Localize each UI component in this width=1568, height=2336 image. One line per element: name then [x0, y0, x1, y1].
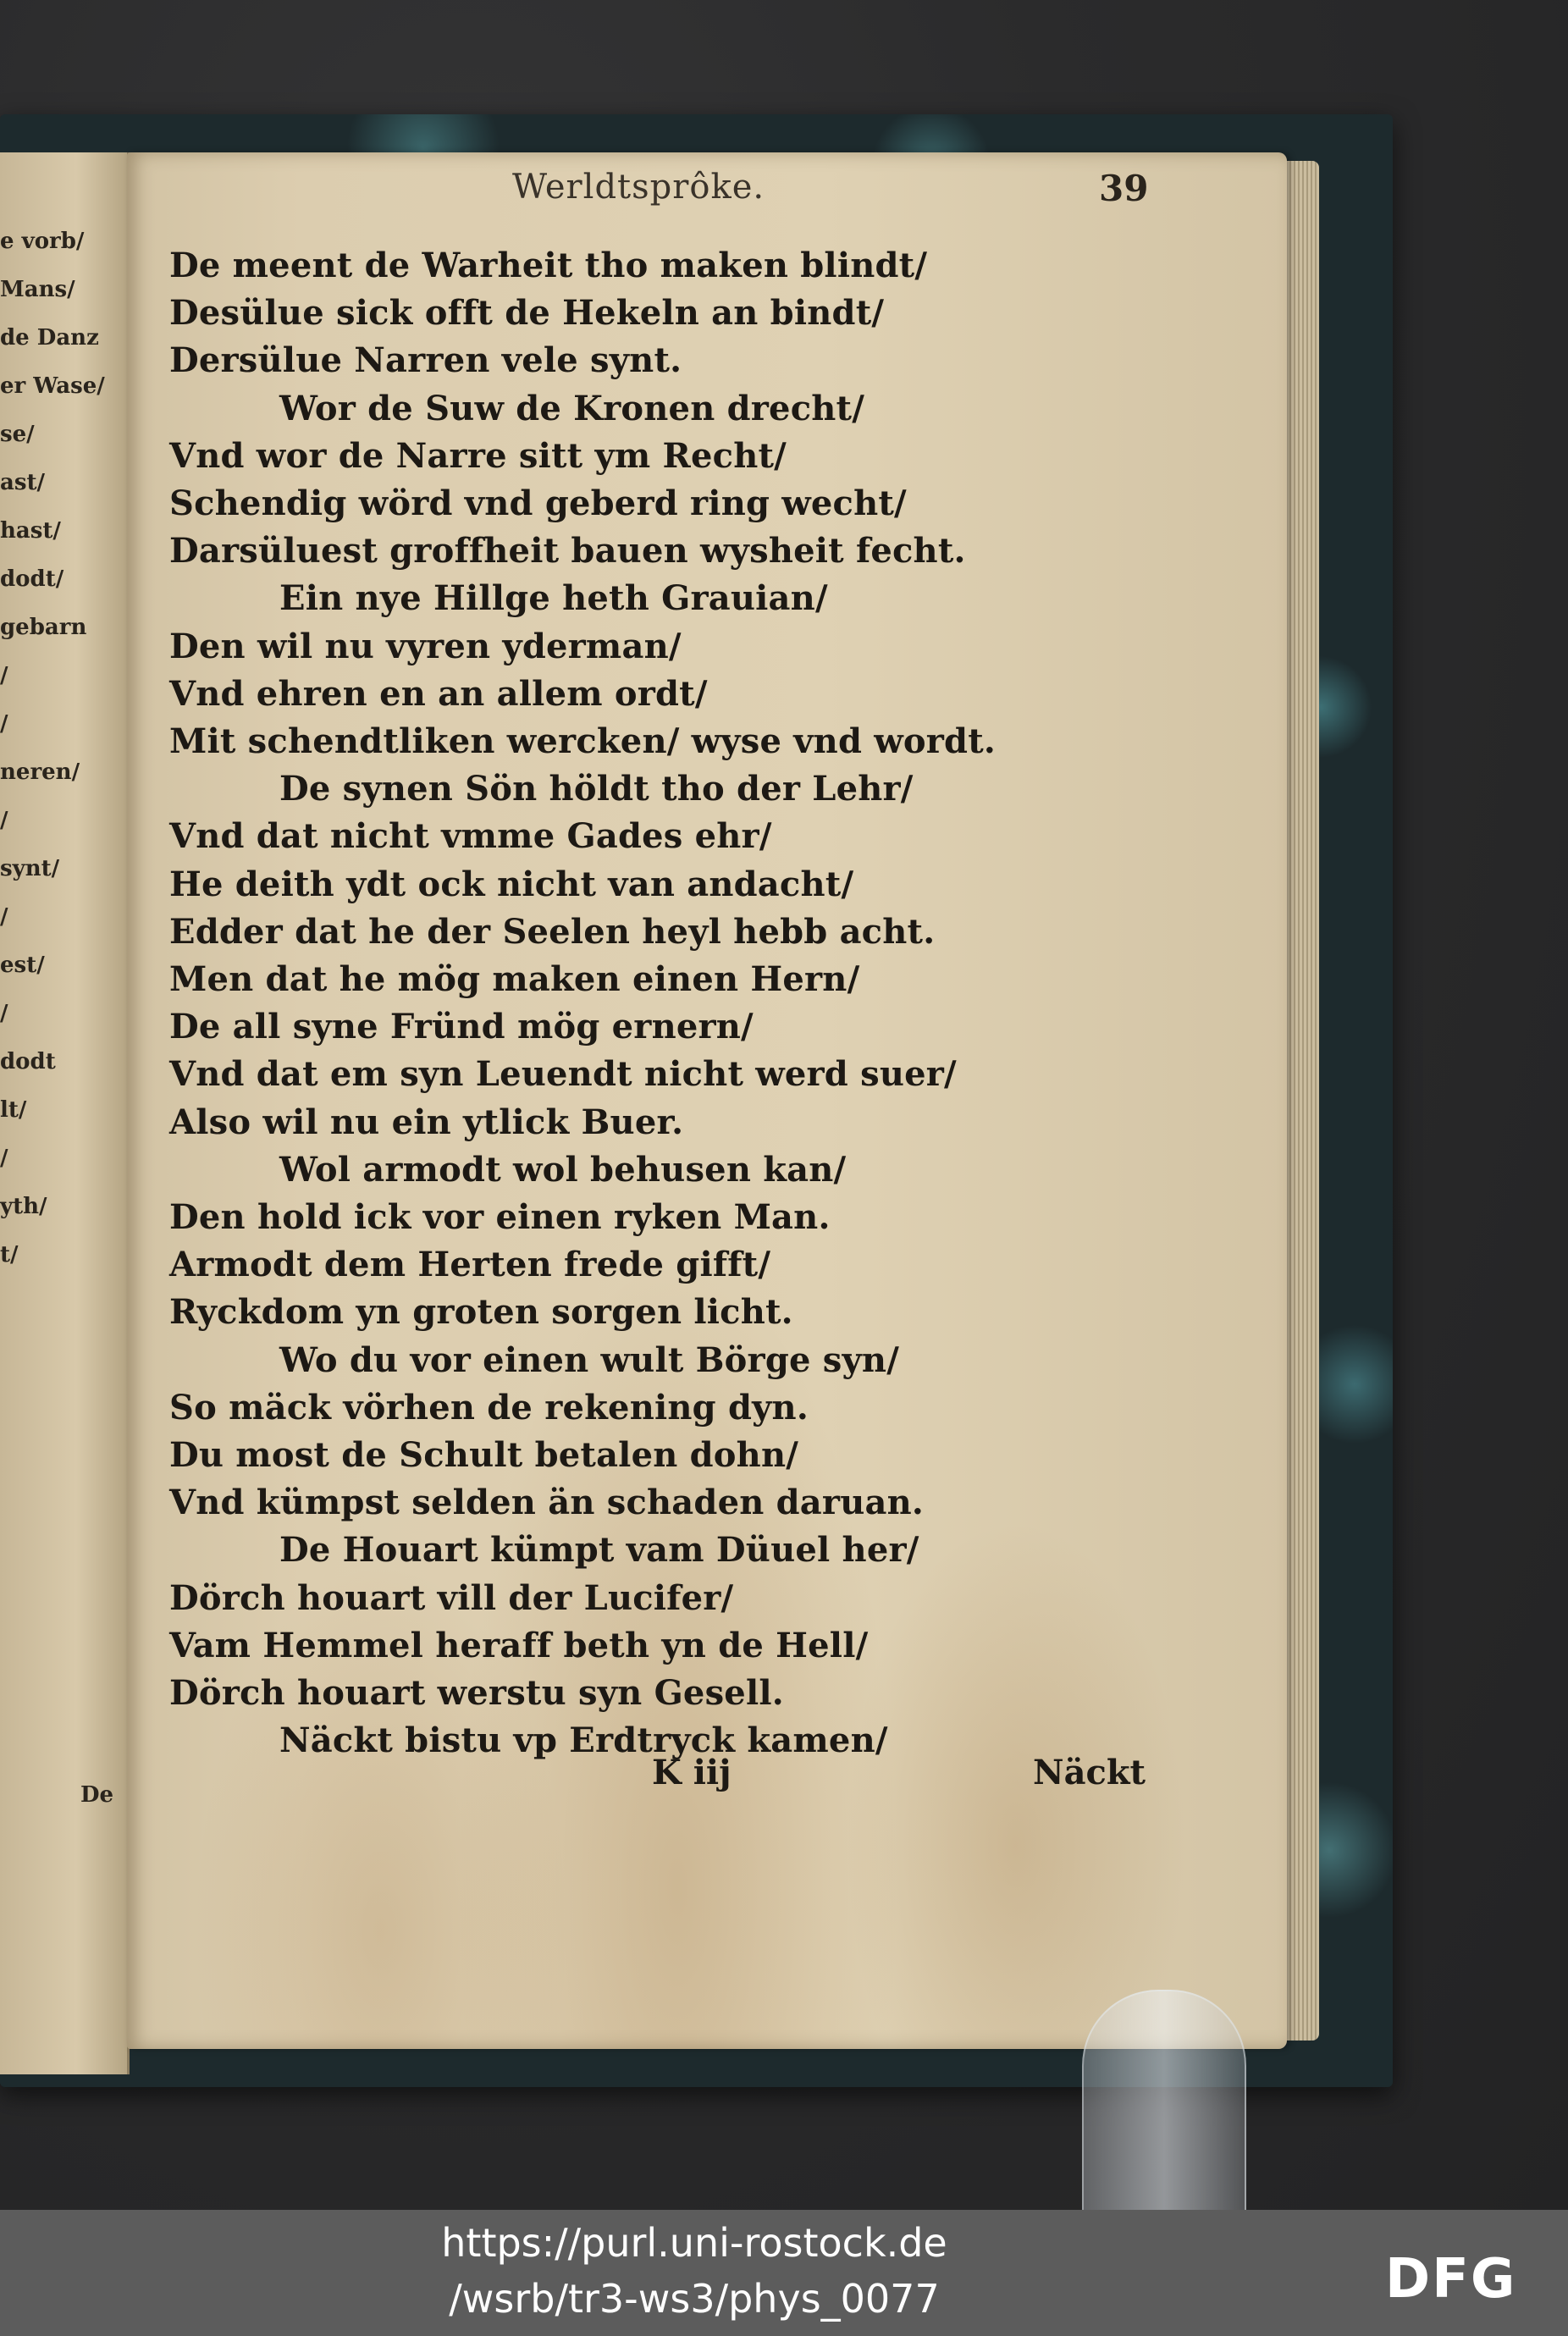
text-line: Also wil nu ein ytlick Buer. — [169, 1102, 684, 1142]
left-page-fragment: yth/ — [0, 1194, 47, 1219]
left-page-fragment: Mans/ — [0, 277, 75, 302]
catchword: Näckt — [1033, 1753, 1146, 1792]
text-line: Wor de Suw de Kronen drecht/ — [279, 388, 865, 428]
text-line: Ein nye Hillge heth Grauian/ — [279, 578, 828, 619]
text-line: Vnd dat em syn Leuendt nicht werd suer/ — [169, 1054, 957, 1095]
left-page-fragment: e vorb/ — [0, 229, 85, 254]
left-page-fragment: / — [0, 1001, 8, 1026]
text-line: Vnd wor de Narre sitt ym Recht/ — [169, 435, 787, 476]
running-head: Werldtsprôke. — [512, 168, 765, 207]
text-line: Den hold ick vor einen ryken Man. — [169, 1197, 831, 1237]
text-line: Vnd kümpst selden än schaden daruan. — [169, 1483, 925, 1523]
text-line: So mäck vörhen de rekening dyn. — [169, 1387, 809, 1428]
left-page-fragment: / — [0, 711, 8, 737]
page-number: 39 — [1099, 168, 1149, 209]
left-page-fragment: dodt — [0, 1049, 56, 1074]
text-line: Du most de Schult betalen dohn/ — [169, 1435, 799, 1475]
text-line: Wo du vor einen wult Börge syn/ — [279, 1339, 900, 1380]
text-line: Wol armodt wol behusen kan/ — [279, 1149, 847, 1190]
left-page-fragment: de Danz — [0, 325, 99, 351]
text-line: Den wil nu vyren yderman/ — [169, 626, 682, 666]
left-page-fragment: t/ — [0, 1242, 19, 1267]
left-page-fragment: er Wase/ — [0, 373, 105, 399]
text-line: He deith ydt ock nicht van andacht/ — [169, 864, 854, 904]
text-line: Desülue sick offt de Hekeln an bindt/ — [169, 293, 885, 334]
left-page-fragment: hast/ — [0, 518, 61, 544]
page-weight — [1082, 1990, 1246, 2210]
text-line: Edder dat he der Seelen heyl hebb acht. — [169, 911, 936, 952]
text-line: Ryckdom yn groten sorgen licht. — [169, 1292, 793, 1333]
text-line: De Houart kümpt vam Düuel her/ — [279, 1530, 919, 1571]
dfg-logo: DFG — [1385, 2248, 1517, 2311]
left-page-fragment: dodt/ — [0, 566, 64, 592]
left-page-fragment: lt/ — [0, 1097, 27, 1123]
text-line: Darsüluest groffheit bauen wysheit fecht. — [169, 531, 966, 572]
text-line: De all syne Fründ mög ernern/ — [169, 1007, 754, 1047]
text-line: De meent de Warheit tho maken blindt/ — [169, 246, 928, 285]
left-page-fragment: gebarn — [0, 615, 87, 640]
left-page-fragment: / — [0, 904, 8, 930]
text-line: Näckt bistu vp Erdtryck kamen/ — [279, 1720, 888, 1761]
text-line: Vam Hemmel heraff beth yn de Hell/ — [169, 1625, 869, 1665]
text-line: De synen Sön höldt tho der Lehr/ — [279, 769, 914, 809]
left-page — [0, 152, 130, 2074]
left-page-fragment: De — [80, 1782, 114, 1808]
left-page-fragment: / — [0, 663, 8, 688]
text-line: Dersülue Narren vele synt. — [169, 340, 682, 381]
text-line: Vnd ehren en an allem ordt/ — [169, 673, 708, 714]
url-line-1[interactable]: https://purl.uni-rostock.de — [441, 2220, 947, 2266]
text-line: Armodt dem Herten frede gifft/ — [169, 1245, 771, 1285]
url-line-2[interactable]: /wsrb/tr3-ws3/phys_0077 — [449, 2276, 940, 2322]
signature-mark: K iij — [652, 1753, 732, 1792]
right-page — [127, 152, 1287, 2049]
left-page-fragment: synt/ — [0, 856, 60, 881]
left-page-fragment: neren/ — [0, 759, 80, 785]
left-page-fragment: / — [0, 1146, 8, 1171]
left-page-fragment: est/ — [0, 953, 45, 978]
left-page-fragment: se/ — [0, 422, 35, 447]
left-page-fragment: ast/ — [0, 470, 45, 495]
text-line: Mit schendtliken wercken/ wyse vnd wordt. — [169, 721, 997, 761]
left-page-fragment: / — [0, 808, 8, 833]
text-line: Schendig wörd vnd geberd ring wecht/ — [169, 483, 907, 523]
text-line: Men dat he mög maken einen Hern/ — [169, 959, 860, 999]
text-line: Vnd dat nicht vmme Gades ehr/ — [169, 816, 772, 857]
text-line: Dörch houart werstu syn Gesell. — [169, 1673, 784, 1713]
text-line: Dörch houart vill der Lucifer/ — [169, 1577, 734, 1618]
footer-bar — [0, 2210, 1568, 2336]
